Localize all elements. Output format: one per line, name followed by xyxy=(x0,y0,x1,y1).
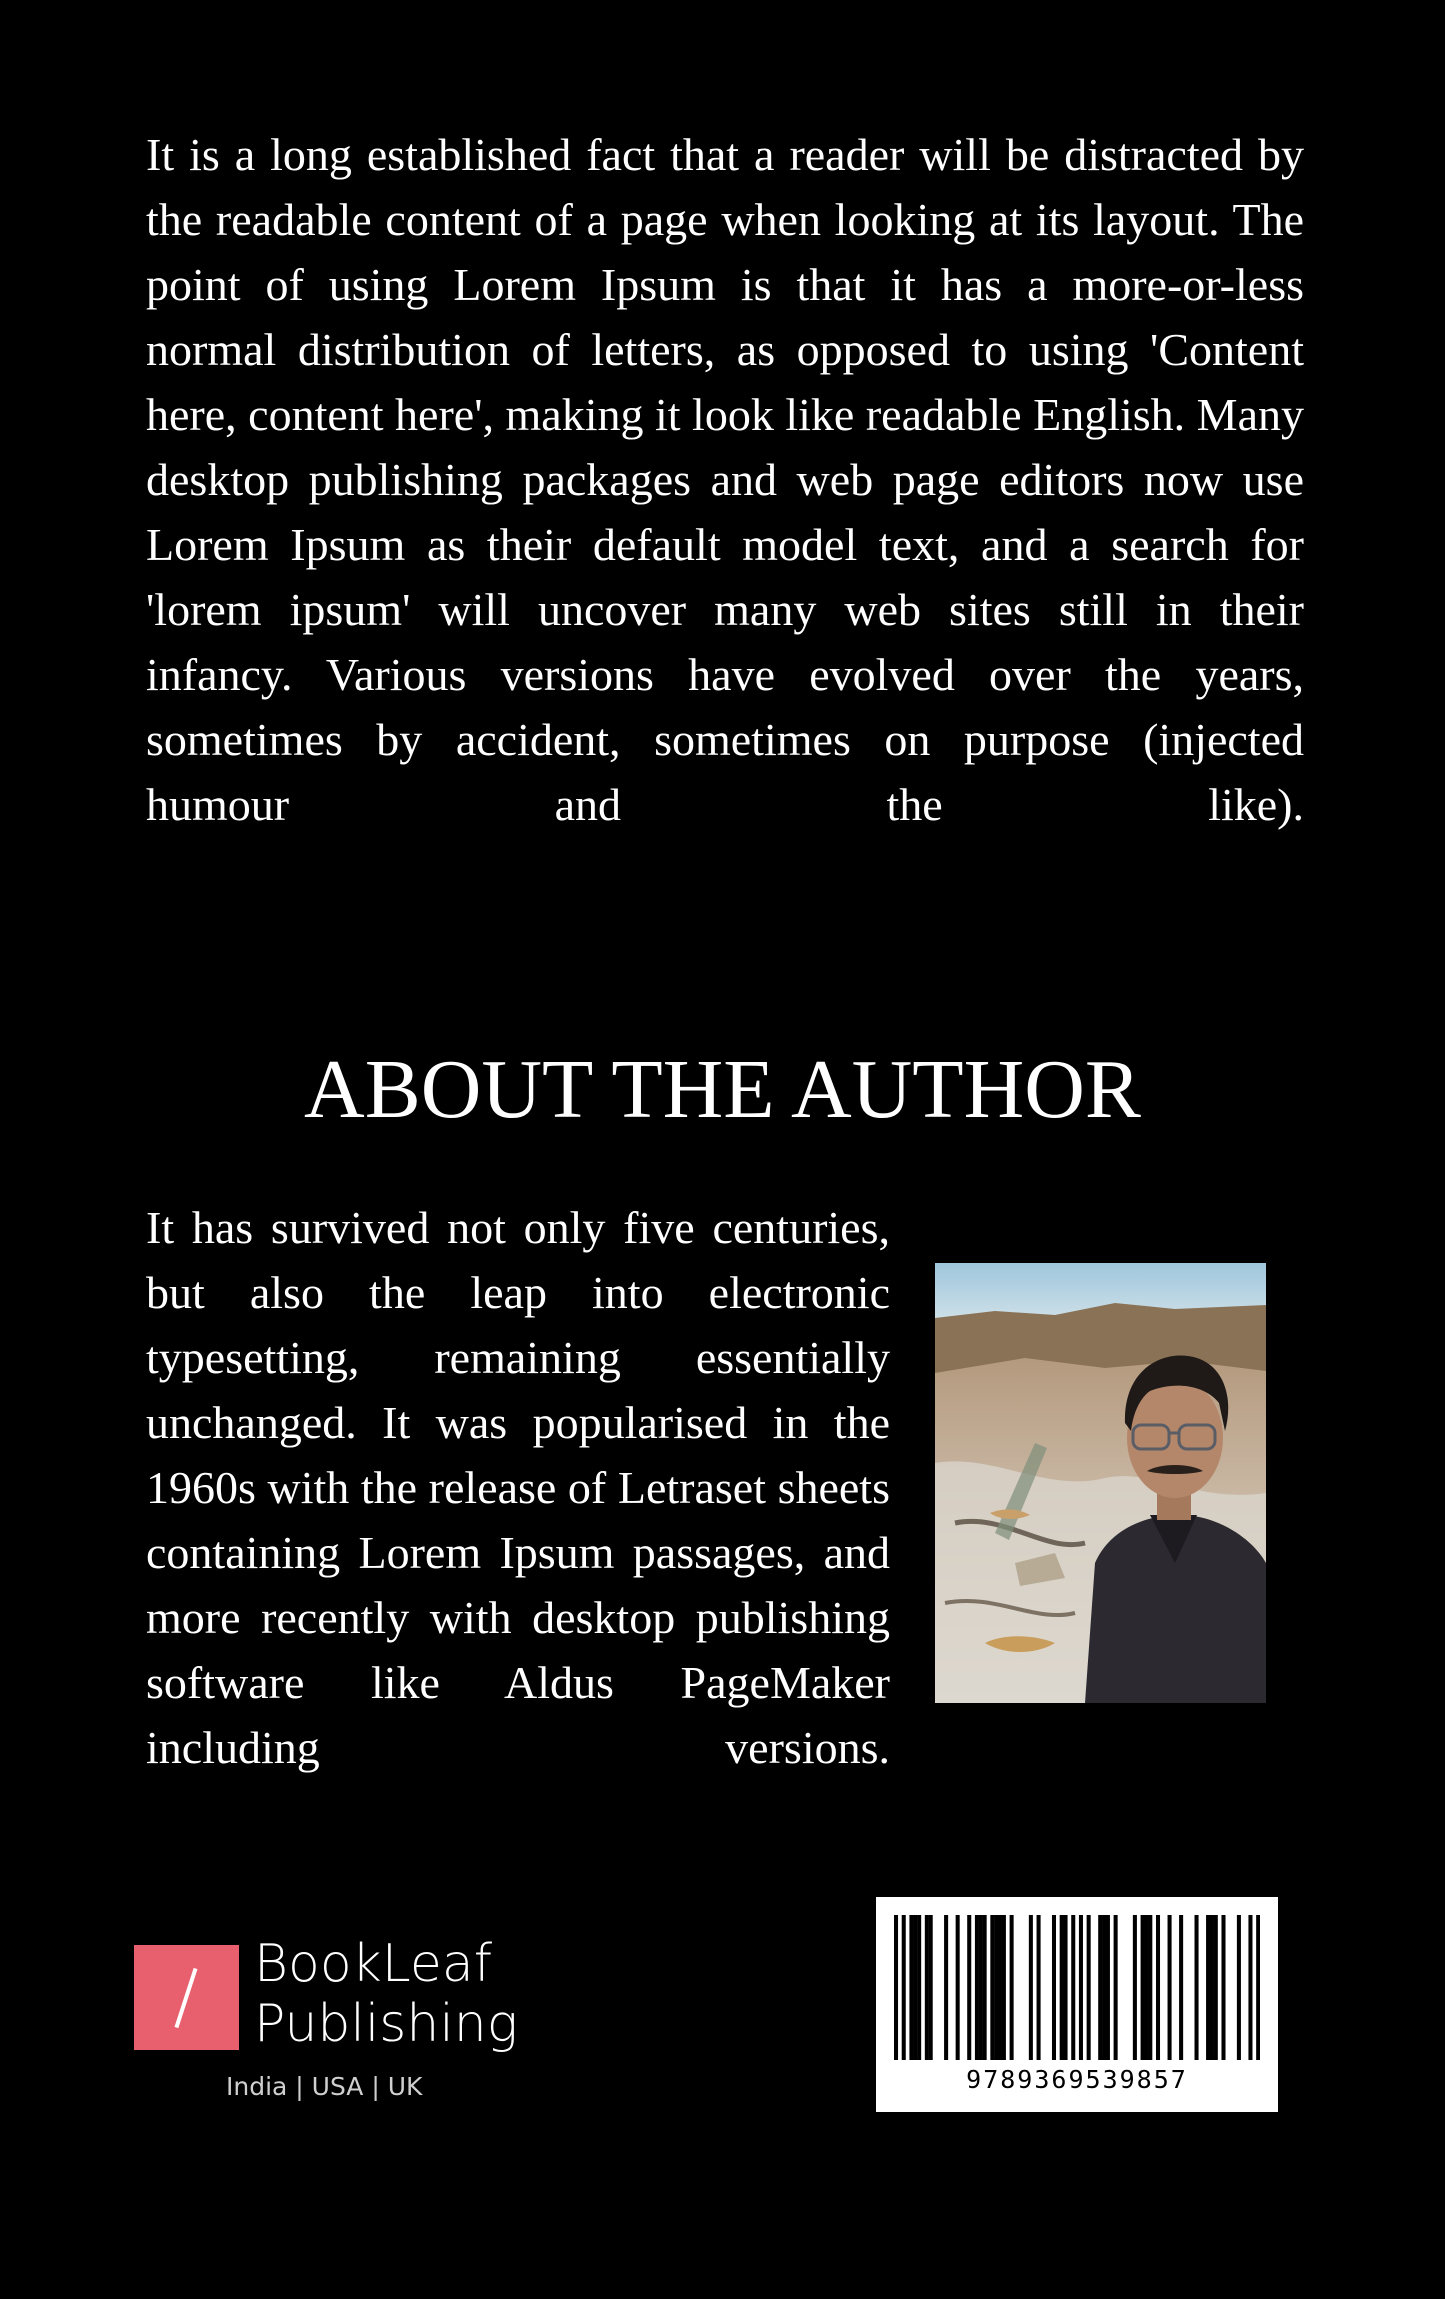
author-bio: It has survived not only five centuries, but also the leap into electronic typesetting, remaining essentially unchanged. It was popularised in the 1960s with the release of Letraset sheets containing Lorem Ipsum passages, and more recently with desktop publishing software like Aldus PageMaker including versions. xyxy=(146,1202,890,1773)
slash-mark-icon xyxy=(134,1945,239,2050)
barcode-bars xyxy=(894,1915,1260,2060)
author-photo xyxy=(935,1263,1266,1703)
about-author-heading: ABOUT THE AUTHOR xyxy=(304,1043,1141,1136)
isbn-number: 9789369539857 xyxy=(966,2065,1188,2094)
isbn-barcode xyxy=(876,1897,1278,2112)
publisher-name-line2: Publishing xyxy=(254,1994,518,2054)
back-cover-blurb: It is a long established fact that a reader will be distracted by the readable content of a page when looking at its layout. The point of using Lorem Ipsum is that it has a more-or-less normal distribution of letters, as opposed to using 'Content here, content here', making it look like readable English. Many desktop publishing packages and web page editors now use Lorem Ipsum as their default model text, and a search for 'lorem ipsum' will uncover many web sites still in their infancy. Various versions have evolved over the years, sometimes by accident, sometimes on purpose (injected humour and the like). xyxy=(146,129,1304,830)
publisher-regions: India | USA | UK xyxy=(226,2072,423,2101)
publisher-name-line1: BookLeaf xyxy=(254,1934,493,1994)
publisher-name xyxy=(254,1934,518,2054)
publisher-logo xyxy=(134,1934,554,2110)
